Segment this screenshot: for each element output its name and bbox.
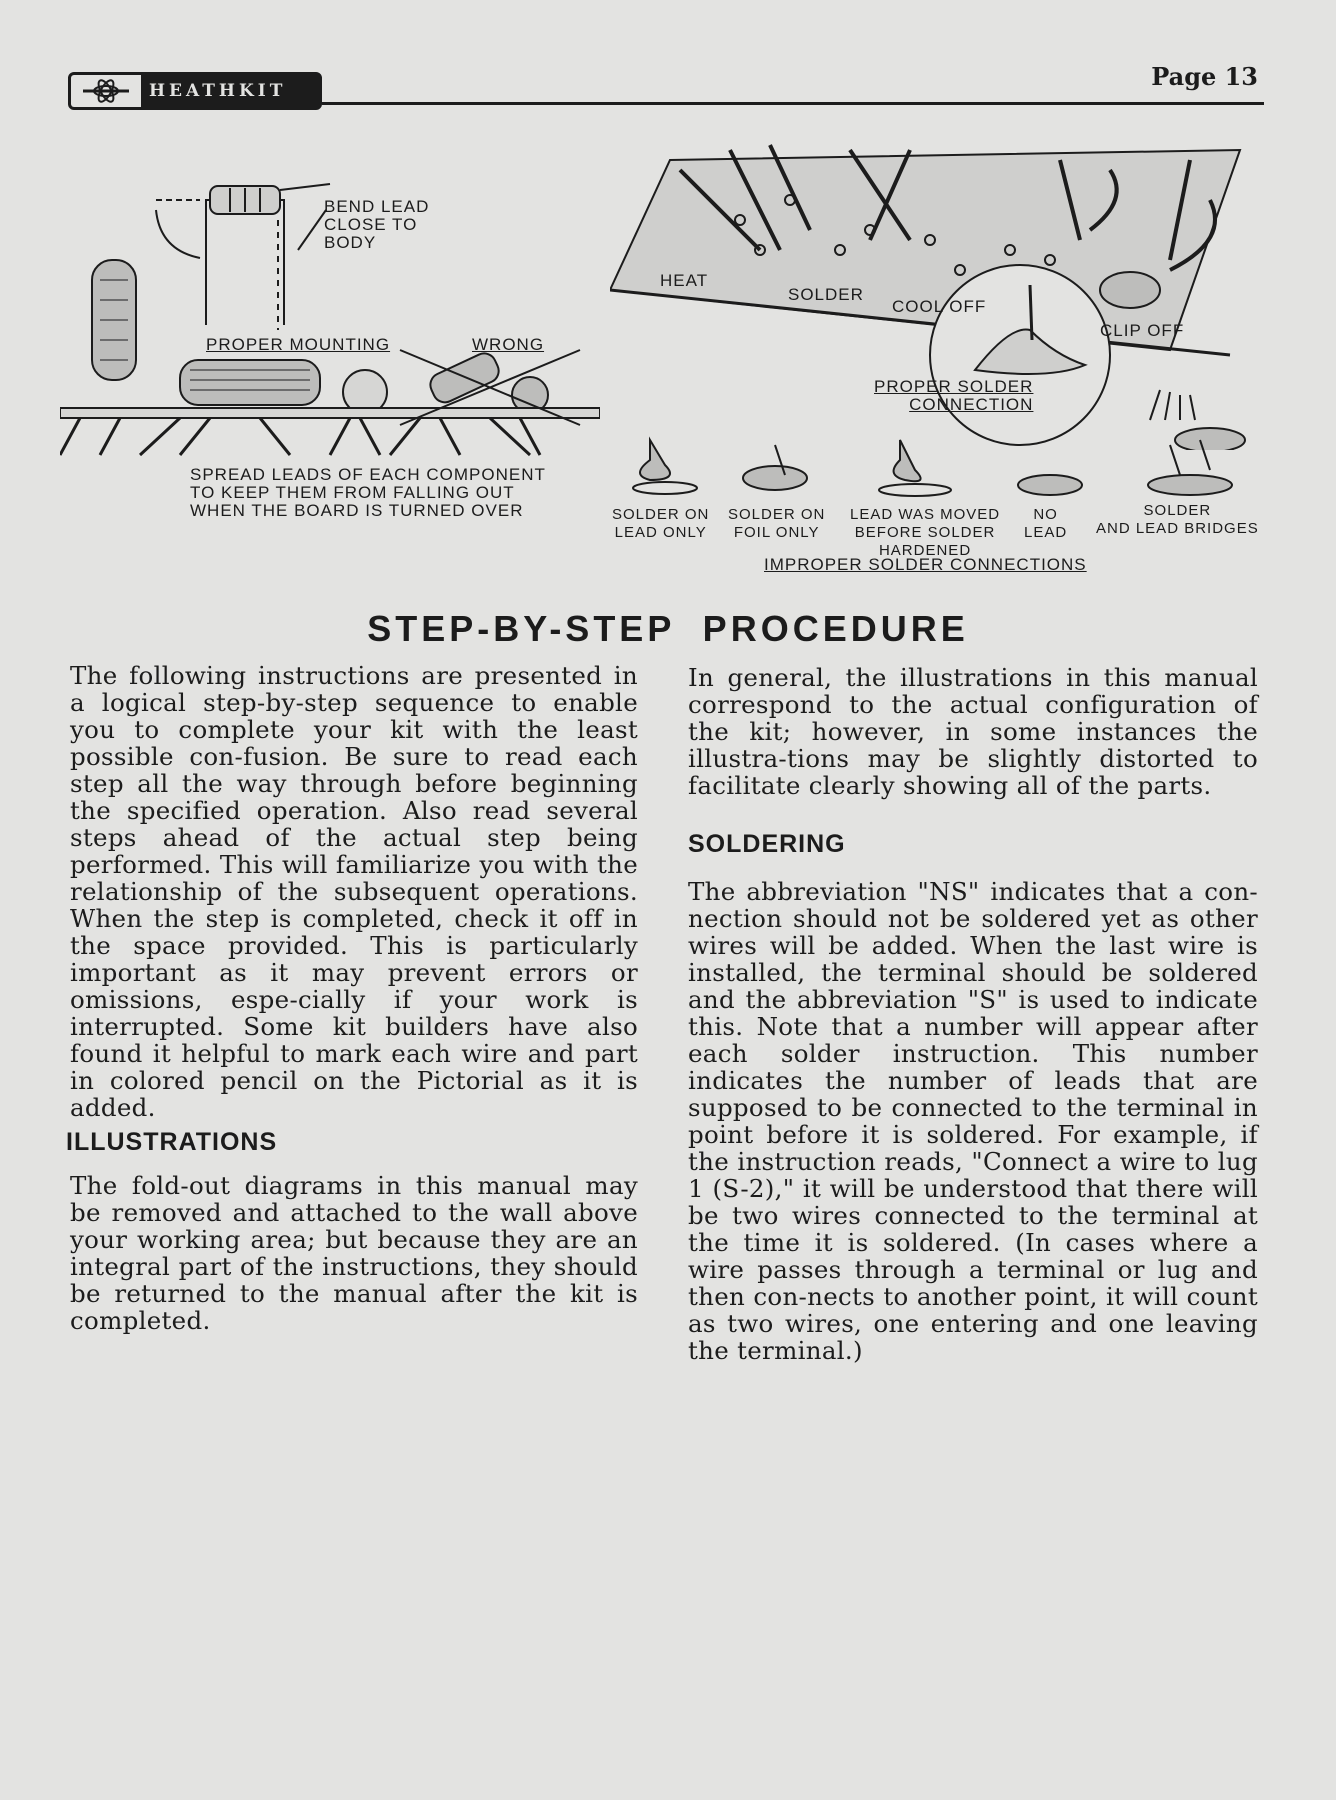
improper-caption: IMPROPER SOLDER CONNECTIONS — [764, 555, 1087, 574]
page-title: STEP-BY-STEP PROCEDURE — [367, 608, 969, 649]
heat-label: HEAT — [660, 271, 709, 290]
bend-lead-label: BEND LEAD CLOSE TO BODY — [324, 197, 430, 252]
proper-connection-label: PROPER SOLDER CONNECTION — [874, 377, 1034, 414]
improper-item-5: SOLDER AND LEAD BRIDGES — [1096, 502, 1259, 537]
page-number: Page 13 — [1151, 62, 1258, 91]
atom-icon — [71, 75, 141, 107]
proper-mounting-label: PROPER MOUNTING — [206, 335, 391, 354]
clip-off-label: CLIP OFF — [1100, 321, 1185, 340]
cool-off-label: COOL OFF — [892, 297, 987, 316]
soldering-paragraph: The abbreviation "NS" indicates that a con-nection should not be soldered yet as other wires will be added. When the last wire is installed, the terminal should be soldered and the abbreviation "S" is used to indicate this. Note that a number will appear after each solder instruction. This number indicates the number of leads that are supposed to be connected to the terminal in point before it is soldered. For example, if the instruction reads, "Connect a wire to lug 1 (S-2)," it will be understood that there will be two wires connected to the terminal at the time it is soldered. (In cases where a wire passes through a terminal or lug and then con-nects to another point, it will count as two wires, one entering and one leaving the terminal.) — [688, 877, 1258, 1365]
illustrations-heading: ILLUSTRATIONS — [66, 1128, 278, 1156]
solder-label: SOLDER — [788, 285, 864, 304]
improper-item-2: SOLDER ON FOIL ONLY — [728, 506, 826, 541]
intro-paragraph: The following instructions are presented in a logical step-by-step sequence to enable you to complete your kit with the least possible con-fusion. Be sure to read each step all the way through before beginning the specified operation. Also read several steps ahead of the actual step being performed. This will familiarize you with the relationship of the subsequent operations. When the step is completed, check it off in the space provided. This is particularly important as it may prevent errors or omissions, espe-cially if your work is interrupted. Some kit builders have also found it helpful to mark each wire and part in colored pencil on the Pictorial as it is added. — [70, 661, 638, 1122]
header-rule — [322, 102, 1264, 105]
spread-leads-caption: SPREAD LEADS OF EACH COMPONENT TO KEEP THEM FROM FALLING OUT WHEN THE BOARD IS TURNED OVER — [190, 465, 546, 520]
wrong-label: WRONG — [472, 335, 545, 354]
improper-item-3: LEAD WAS MOVED BEFORE SOLDER HARDENED — [850, 506, 1001, 559]
general-paragraph: In general, the illustrations in this manual correspond to the actual configuration of the kit; however, in some instances the illustra-tions may be slightly distorted to facilitate clearly showing all of the parts. — [688, 663, 1258, 800]
improper-item-4: NO LEAD — [1024, 506, 1068, 541]
soldering-heading: SOLDERING — [688, 830, 846, 858]
improper-item-1: SOLDER ON LEAD ONLY — [612, 506, 710, 541]
logo-text: HEATHKIT — [149, 81, 287, 101]
heathkit-logo — [68, 72, 322, 110]
improper-connection-sketches — [610, 430, 1250, 500]
illustrations-paragraph: The fold-out diagrams in this manual may be removed and attached to the wall above your working area; but because they are an integral part of the instructions, they should be returned to the manual after the kit is completed. — [70, 1171, 638, 1335]
